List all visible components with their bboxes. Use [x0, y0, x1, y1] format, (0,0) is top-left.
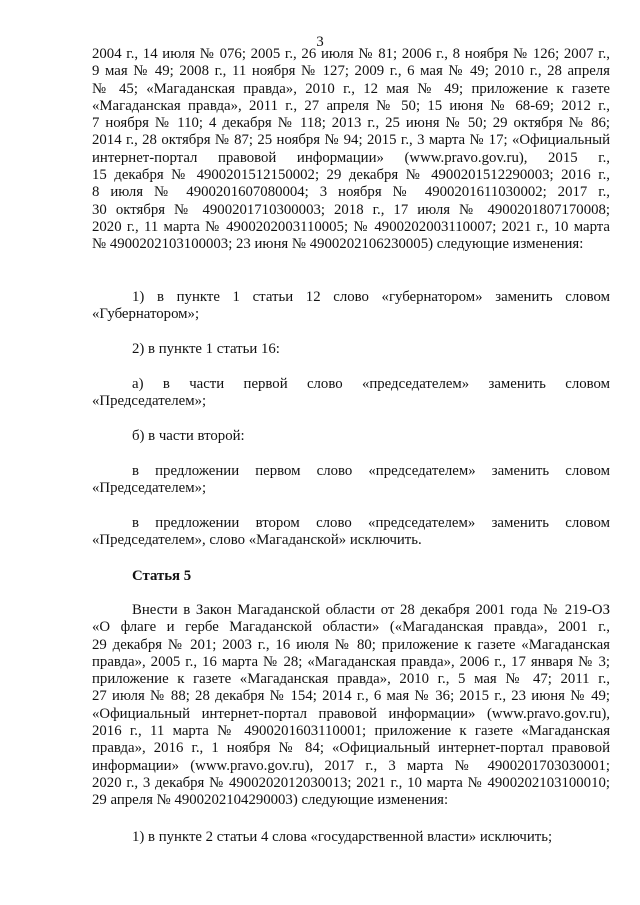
text-line: 2) в пункте 1 статьи 16:	[132, 341, 280, 357]
text-line: в предложении первом слово «председателем» заменить словом	[132, 463, 610, 479]
article-heading	[92, 568, 610, 585]
text-line: «О флаге и гербе Магаданской области» («Магаданская правда», 2001 г.,	[92, 619, 610, 636]
text-line: 30 октября № 4900201710300003; 2018 г., 17 июля № 4900201807170008;	[92, 201, 610, 218]
text-line: 1) в пункте 1 статьи 12 слово «губернатором» заменить словом	[132, 289, 610, 305]
text-line: 9 мая № 49; 2008 г., 11 ноября № 127; 2009 г., 6 мая № 49; 2010 г., 28 апреля	[92, 63, 610, 80]
text-line: а) в части первой слово «председателем» заменить словом	[132, 376, 610, 392]
item-1-paragraph	[92, 289, 610, 324]
text-line: 29 апреля № 4900202104290003) следующие изменения:	[92, 792, 449, 809]
text-line: «Председателем»;	[92, 393, 207, 410]
text-line: правда», 2005 г., 16 марта № 28; «Магаданская правда», 2006 г., 17 января № 3;	[92, 653, 610, 670]
text-line: 29 декабря № 201; 2003 г., 16 июля № 80; приложение к газете «Магаданская	[92, 636, 610, 653]
text-line: 2020 г., 3 декабря № 4900202012030013; 2021 г., 10 марта № 4900202103100010;	[92, 774, 610, 791]
text-line: 15 декабря № 4900201512150002; 29 декабря № 4900201512290003; 2016 г.,	[92, 167, 610, 184]
text-line: «Председателем», слово «Магаданской» исключить.	[92, 532, 422, 549]
text-line: интернет-портал правовой информации» (www.pravo.gov.ru), 2015 г.,	[92, 149, 610, 166]
item-2a-paragraph	[92, 376, 610, 411]
article-5-item-1	[92, 829, 610, 846]
text-line: правда», 2016 г., 1 ноября № 84; «Официальный интернет-портал правовой	[92, 740, 610, 757]
text-line: 7 ноября № 110; 4 декабря № 118; 2013 г., 25 июня № 50; 29 октября № 86;	[92, 115, 610, 132]
text-line: 2020 г., 11 марта № 4900202003110005; № 4900202003110007; 2021 г., 10 марта	[92, 218, 610, 235]
text-line: «Магаданская правда», 2011 г., 27 апреля № 50; 15 июня № 68-69; 2012 г.,	[92, 97, 610, 114]
article-5-paragraph	[92, 602, 610, 810]
text-line: «Официальный интернет-портал правовой информации» (www.pravo.gov.ru),	[92, 705, 610, 722]
text-line: приложение к газете «Магаданская правда», 2010 г., 5 мая № 47; 2011 г.,	[92, 671, 610, 688]
text-line: информации» (www.pravo.gov.ru), 2017 г., 3 марта № 4900201703030001;	[92, 757, 610, 774]
text-line: № 45; «Магаданская правда», 2010 г., 12 мая № 49; приложение к газете	[92, 80, 610, 97]
text-line: 1) в пункте 2 статьи 4 слова «государственной власти» исключить;	[132, 829, 553, 845]
text-line: 2014 г., 28 октября № 87; 25 ноября № 94; 2015 г., 3 марта № 17; «Официальный	[92, 132, 610, 149]
text-line: Внести в Закон Магаданской области от 28 декабря 2001 года № 219-ОЗ	[132, 602, 610, 618]
text-line: 2004 г., 14 июля № 076; 2005 г., 26 июля № 81; 2006 г., 8 ноября № 126; 2007 г.,	[92, 46, 610, 62]
text-line: 27 июля № 88; 28 декабря № 154; 2014 г., 6 мая № 36; 2015 г., 23 июня № 49;	[92, 688, 610, 705]
item-2b-paragraph	[92, 428, 610, 445]
sentence-2-paragraph	[92, 515, 610, 550]
intro-paragraph	[92, 46, 610, 254]
text-line: «Председателем»;	[92, 480, 207, 497]
page-number: 3	[316, 34, 324, 50]
text-line: в предложении втором слово «председателем» заменить словом	[132, 515, 610, 531]
item-2-paragraph	[92, 341, 610, 358]
text-line: № 4900202103100003; 23 июня № 4900202106230005) следующие изменения:	[92, 236, 584, 253]
text-line: 2016 г., 11 марта № 4900201603110001; приложение к газете «Магаданская	[92, 723, 610, 740]
article-title: Статья 5	[132, 568, 192, 584]
text-line: «Губернатором»;	[92, 306, 200, 323]
sentence-1-paragraph	[92, 463, 610, 498]
text-line: б) в части второй:	[132, 428, 245, 444]
text-line: 8 июля № 4900201607080004; 3 ноября № 4900201611030002; 2017 г.,	[92, 184, 610, 201]
